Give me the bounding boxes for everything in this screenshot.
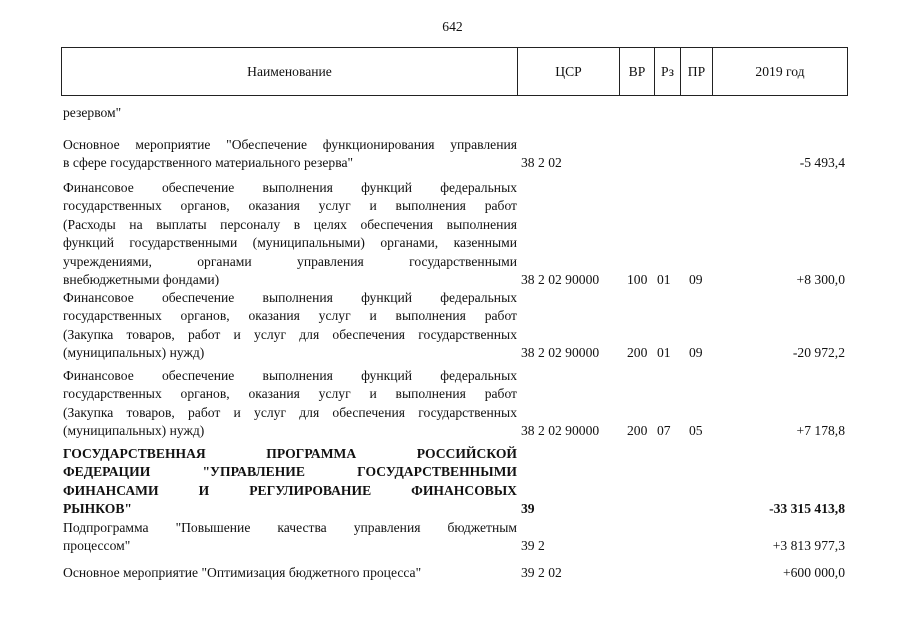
- row-name-line: Финансовое обеспечение выполнения функций федеральных: [63, 180, 517, 195]
- row-amount: +600 000,0: [782, 565, 845, 580]
- row-name-line: резервом": [63, 105, 122, 120]
- row-name-line: (Закупка товаров, работ и услуг для обеспечения государственных: [63, 326, 517, 342]
- row-pr: 05: [689, 423, 703, 439]
- row-name-line: Основное мероприятие "Оптимизация бюджетного процесса": [63, 565, 422, 580]
- row-name-line: Финансовое обеспечение выполнения функций федеральных: [63, 290, 517, 305]
- row-name-line: процессом": [63, 538, 131, 554]
- row-csr: 38 2 02 90000: [521, 423, 600, 439]
- row-amount: -33 315 413,8: [769, 501, 845, 517]
- row-name-line: (Расходы на выплаты персоналу в целях обеспечения выполнения: [63, 216, 517, 232]
- row-name-line: РЫНКОВ": [63, 501, 132, 517]
- row-name: [63, 519, 517, 556]
- header-vr: ВР: [620, 48, 655, 95]
- row-csr: 38 2 02 90000: [521, 345, 600, 361]
- row-name-line: (Закупка товаров, работ и услуг для обеспечения государственных: [63, 404, 517, 420]
- row-name-line: Финансовое обеспечение выполнения функций федеральных: [63, 368, 517, 383]
- header-name: Наименование: [62, 48, 518, 95]
- row-amount: +3 813 977,3: [772, 538, 845, 554]
- row-name-line: ФЕДЕРАЦИИ "УПРАВЛЕНИЕ ГОСУДАРСТВЕННЫМИ: [63, 464, 517, 480]
- row-name-line: государственных органов, оказания услуг и выполнения работ: [63, 386, 517, 402]
- row-amount: -5 493,4: [799, 155, 845, 171]
- header-year: 2019 год: [755, 63, 805, 79]
- row-name-line: ГОСУДАРСТВЕННАЯ ПРОГРАММА РОССИЙСКОЙ: [63, 446, 517, 461]
- row-name: [63, 445, 517, 519]
- row-rz: 01: [657, 345, 671, 361]
- row-csr: 38 2 02 90000: [521, 272, 600, 287]
- row-csr: 39: [521, 501, 535, 517]
- row-name: [63, 179, 517, 289]
- row-vr: 100: [627, 272, 648, 287]
- row-vr: 200: [627, 423, 648, 439]
- row-name-line: функций государственными (муниципальными) органами, казенными: [63, 235, 517, 251]
- row-rz: 01: [657, 272, 671, 287]
- row-name-line: (муниципальных) нужд): [63, 423, 205, 439]
- row-name-line: учреждениями, органами управления государственными: [63, 253, 517, 269]
- row-name: [63, 104, 517, 122]
- row-name-line: государственных органов, оказания услуг и выполнения работ: [63, 308, 517, 324]
- row-name-line: в сфере государственного материального резерва": [63, 155, 354, 171]
- row-amount: +7 178,8: [796, 423, 845, 439]
- row-amount: -20 972,2: [792, 345, 845, 361]
- row-name-line: (муниципальных) нужд): [63, 345, 205, 361]
- row-amount: +8 300,0: [796, 272, 845, 287]
- header-pr: ПР: [681, 48, 713, 95]
- header-csr: ЦСР: [518, 48, 620, 95]
- row-name-line: Основное мероприятие "Обеспечение функционирования управления: [63, 137, 517, 152]
- row-csr: 39 2 02: [521, 565, 562, 580]
- page-number: 642: [442, 19, 463, 34]
- row-csr: 39 2: [521, 538, 545, 554]
- row-name-line: Подпрограмма "Повышение качества управления бюджетным: [63, 520, 517, 535]
- row-csr: 38 2 02: [521, 155, 562, 171]
- row-rz: 07: [657, 423, 671, 439]
- row-name: [63, 367, 517, 441]
- row-name-line: внебюджетными фондами): [63, 272, 220, 288]
- row-name-line: государственных органов, оказания услуг и выполнения работ: [63, 198, 517, 214]
- row-name-line: ФИНАНСАМИ И РЕГУЛИРОВАНИЕ ФИНАНСОВЫХ: [63, 482, 517, 498]
- table-header: [61, 47, 848, 96]
- header-rz: Рз: [655, 48, 681, 95]
- row-vr: 200: [627, 345, 648, 361]
- row-name: [63, 289, 517, 363]
- row-pr: 09: [689, 345, 703, 361]
- row-name: [63, 136, 517, 173]
- row-pr: 09: [689, 272, 703, 287]
- row-name: [63, 564, 517, 582]
